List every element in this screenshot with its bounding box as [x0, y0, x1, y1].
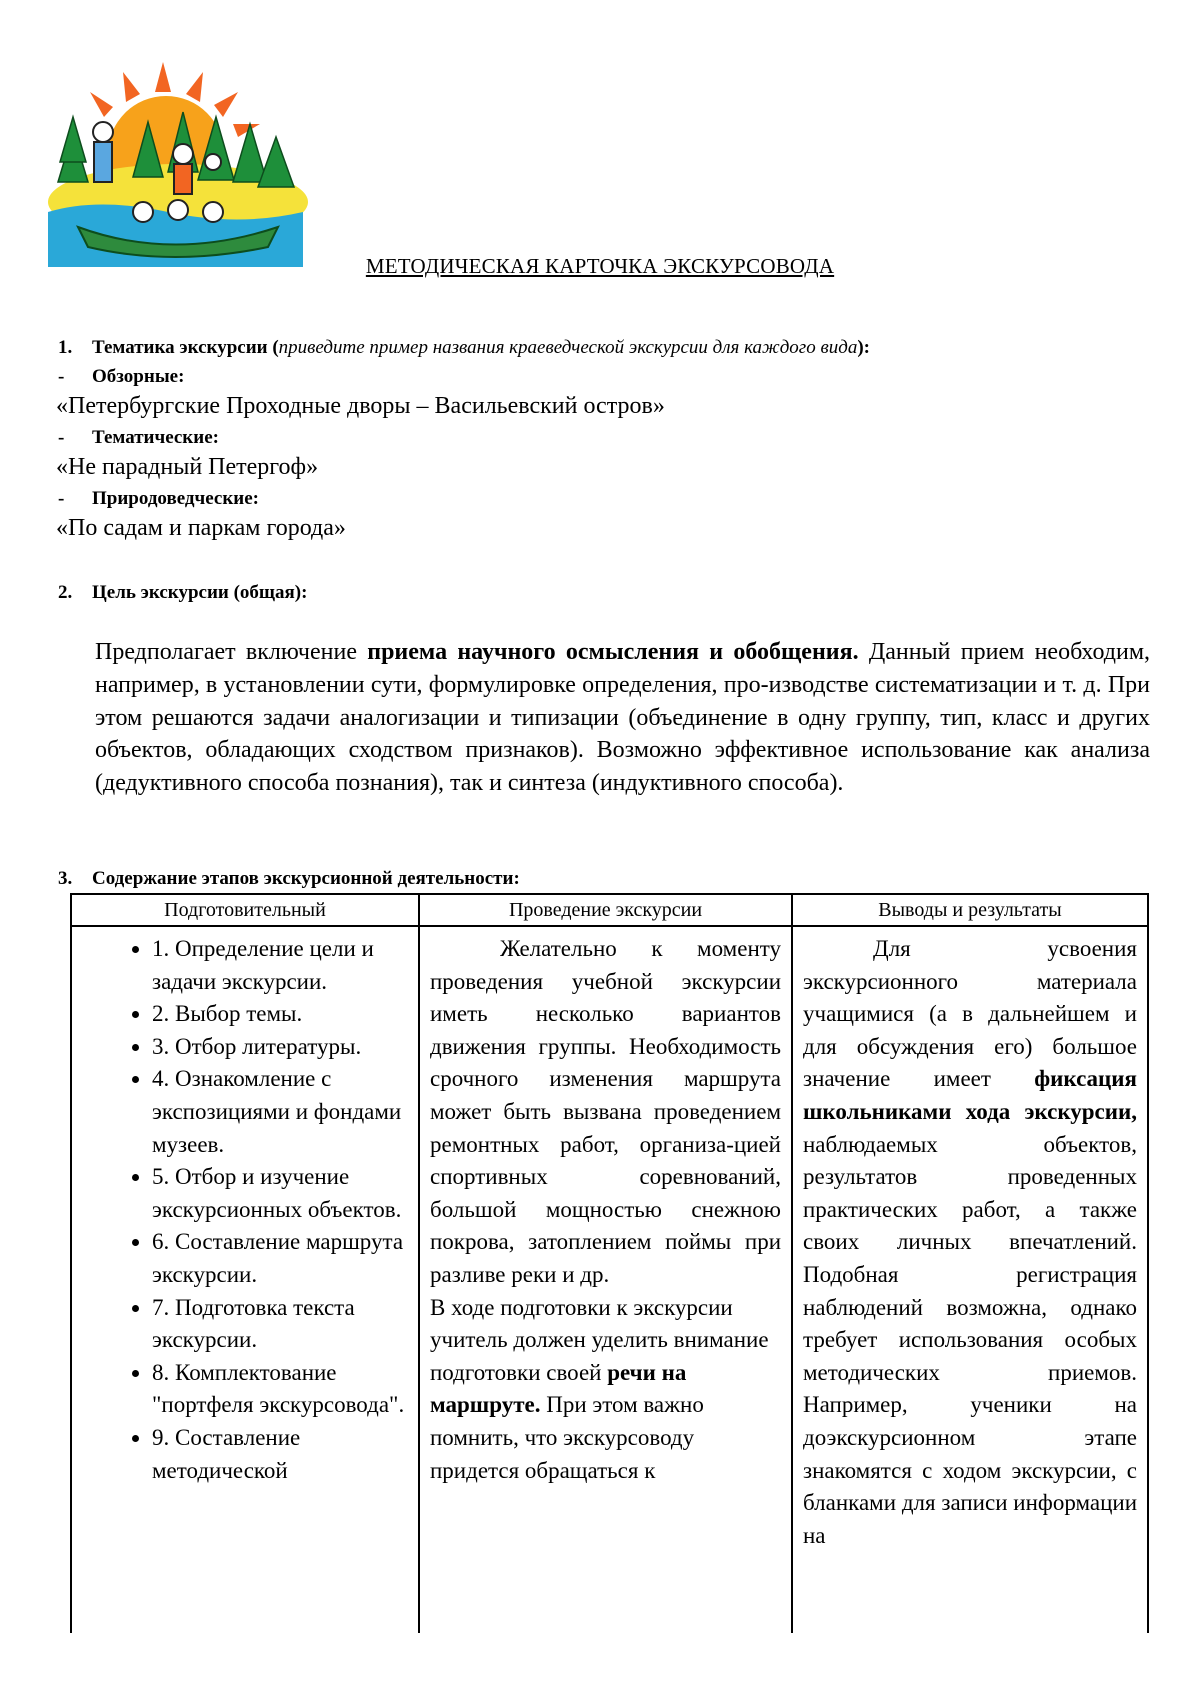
section1-hint: приведите пример названия краеведческой экскурсии для каждого вида: [278, 337, 858, 358]
list-item: • 9. Составление методической: [152, 1422, 408, 1487]
column-header: Подготовительный: [71, 894, 419, 926]
section2-number: 2.: [58, 582, 73, 603]
column-header: Выводы и результаты: [792, 894, 1148, 926]
conduct-paragraph: Желательно к моменту проведения учебной экскурсии иметь несколько вариантов движения группы. Необходимость срочного изменения маршрута может быть вызвана проведением ремонтных работ, организа-цией спортивных соревнований, большой мощностью снежною покрова, затоплением поймы при разливе реки и др.: [430, 936, 781, 1287]
type-example: «Петербургские Проходные дворы – Васильевский остров»: [56, 393, 665, 419]
results-cell: Для усвоения экскурсионного материала учащимися (а в дальнейшем и для обсуждения его) большое значение имеет фиксация школьниками хода экскурсии, наблюдаемых объектов, результатов проведенных практических работ, а также своих личных впечатлений. Подобная регистрация наблюдений возможна, однако требует использования особых методических приемов. Например, ученики на доэкскурсионном этапе знакомятся с ходом экскурсии, с бланками для записи информации на: [792, 926, 1148, 1633]
list-item: • 7. Подготовка текста экскурсии.: [152, 1292, 408, 1357]
preparatory-cell: [71, 926, 419, 1633]
type-label: - Тематические:: [58, 427, 219, 448]
list-item: • 1. Определение цели и задачи экскурсии.: [152, 933, 408, 998]
type-label: - Природоведческие:: [58, 488, 259, 509]
section3-number: 3.: [58, 868, 73, 889]
list-item: • 8. Комплектование "портфеля экскурсовода".: [152, 1357, 408, 1422]
camp-logo: [38, 62, 308, 267]
type-example: «По садам и паркам города»: [56, 515, 346, 541]
type-label: - Обзорные:: [58, 366, 185, 387]
list-item: • 6. Составление маршрута экскурсии.: [152, 1226, 408, 1291]
section3-heading: 3. Содержание этапов экскурсионной деятельности:: [58, 868, 520, 889]
page-title: МЕТОДИЧЕСКАЯ КАРТОЧКА ЭКСКУРСОВОДА: [365, 254, 835, 278]
column-header: Проведение экскурсии: [419, 894, 792, 926]
section1-heading: 1. Тематика экскурсии (приведите пример названия краеведческой экскурсии для каждого вида):: [58, 337, 870, 358]
type-example: «Не парадный Петергоф»: [56, 454, 319, 480]
preparatory-list: [82, 933, 408, 1487]
list-item: • 5. Отбор и изучение экскурсионных объектов.: [152, 1161, 408, 1226]
stages-table: [70, 893, 1149, 1633]
section2-heading: 2. Цель экскурсии (общая):: [58, 582, 308, 603]
list-item: • 2. Выбор темы.: [152, 998, 408, 1031]
list-item: • 3. Отбор литературы.: [152, 1031, 408, 1064]
section2-paragraph: Предполагает включение приема научного осмысления и обобщения. Данный прием необходим, например, в установлении сути, формулировке определения, про-изводстве систематизации и т. д. При этом решаются задачи аналогизации и типизации (объединение в одну группу, тип, класс и других объектов, обладающих сходством признаков). Возможно эффективное использование как анализа (дедуктивного способа познания), так и синтеза (индуктивного способа).: [95, 639, 1151, 797]
conduct-cell: [419, 926, 792, 1633]
section1-number: 1.: [58, 337, 73, 358]
rowers: [133, 200, 223, 222]
conduct-paragraph: В ходе подготовки к экскурсии учитель должен уделить внимание подготовки своей речи на маршруте. При этом важно помнить, что экскурсоводу придется обращаться к: [430, 1294, 769, 1483]
list-item: • 4. Ознакомление с экспозициями и фондами музеев.: [152, 1063, 408, 1161]
